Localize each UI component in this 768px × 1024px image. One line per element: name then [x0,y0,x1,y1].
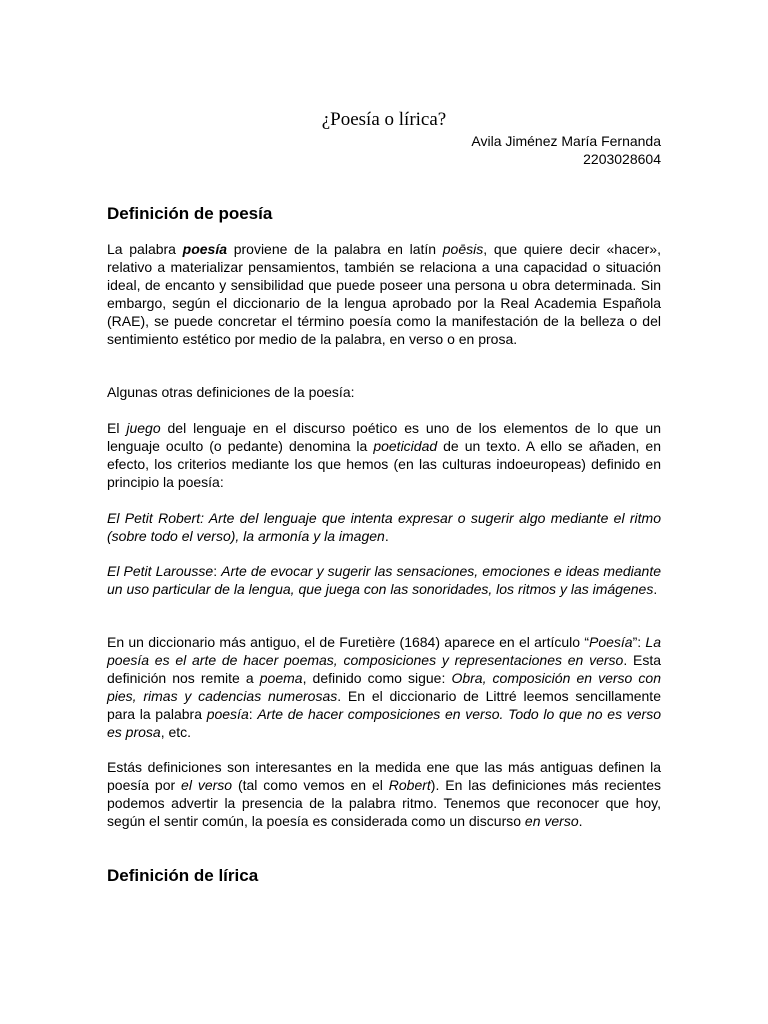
text-run: Obra, composición en verso con pies, rimas y cadencias numerosas [107,670,662,704]
text-run: El Petit Robert: Arte del lenguaje que intenta expresar o sugerir algo mediante el ritmo (sobre todo el verso), la armonía y la imagen [107,510,661,544]
text-run: : [248,706,258,722]
paragraph-furetiere [107,633,661,741]
text-run: juego [126,420,161,436]
text-run: El [107,420,127,436]
text-run: En un diccionario más antiguo, el de Furetière (1684) aparece en el artículo “ [107,634,589,650]
text-run: de un texto. A ello se añaden, en efecto, los criterios mediante los que hemos (en las culturas indoeuropeas) definido en principio la poesía: [107,438,661,490]
text-run: La poesía es el arte de hacer poemas, composiciones y representaciones en verso [107,634,661,668]
paragraph-petit-larousse [107,562,661,598]
text-run: . [578,813,583,829]
text-run: . [384,528,389,544]
text-run: La palabra [107,241,183,257]
text-run: en verso [524,813,579,829]
paragraph-petit-robert [107,509,661,545]
author-id: 2203028604 [583,151,661,167]
text-run: : [213,563,222,579]
section-heading-lirica: Definición de lírica [107,866,259,885]
paragraph-other-definitions-intro [107,383,661,401]
text-run: poeticidad [373,438,438,454]
text-run: El Petit Larousse [107,563,214,579]
text-run: . Esta definición nos remite a [107,652,661,686]
author-name: Avila Jiménez María Fernanda [471,133,661,149]
text-run: (tal como vemos en el [232,777,389,793]
text-run: el verso [181,777,233,793]
text-run: ”: [632,634,646,650]
text-run: proviene de la palabra en latín [227,241,443,257]
text-run: poema [259,670,303,686]
text-run: del lenguaje en el discurso poético es uno de los elementos de lo que un lenguaje oculto (o pedante) denomina la [107,420,661,454]
text-run: , definido como sigue: [302,670,452,686]
text-run: , que quiere decir «hacer», relativo a materializar pensamientos, también se relaciona a una capacidad o situación ideal, de encanto y sensibilidad que puede poseer una persona u obra determinada. Sin embargo, según el diccionario de la lengua aprobado por la Real Academia Española (RAE), se puede concretar el término poesía como la manifestación de la belleza o del sentimiento estético por medio de la palabra, en verso o en prosa. [107,241,661,347]
text-run: . En el diccionario de Littré leemos sencillamente para la palabra [107,688,661,722]
text-run: poesía [206,706,249,722]
text-run: , etc. [160,724,192,740]
paragraph-juego-lenguaje [107,419,661,491]
text-run: Algunas otras definiciones de la poesía: [107,384,355,400]
text-run: Arte de hacer composiciones en verso. Todo lo que no es verso es prosa [107,706,662,740]
document-title: ¿Poesía o lírica? [321,109,447,130]
text-run: Arte de evocar y sugerir las sensaciones, emociones e ideas mediante un uso particular de la lengua, que juega con las sonoridades, los ritmos y las imágenes [107,563,661,597]
text-run: . [653,581,658,597]
paragraph-conclusion [107,758,661,830]
text-run: Estás definiciones son interesantes en la medida ene que las más antiguas definen la poesía por [107,759,661,793]
text-run: Poesía [589,634,633,650]
text-run: ). En las definiciones más recientes podemos advertir la presencia de la palabra ritmo. Tenemos que reconocer que hoy, según el sentir común, la poesía es considerada como un discurso [107,777,661,829]
text-run: poēsis [442,241,484,257]
section-heading-poesia: Definición de poesía [107,204,273,223]
text-run: Robert [388,777,431,793]
text-run: poesía [182,241,228,257]
paragraph-definition-poesia [107,240,661,348]
author-block [471,132,661,168]
